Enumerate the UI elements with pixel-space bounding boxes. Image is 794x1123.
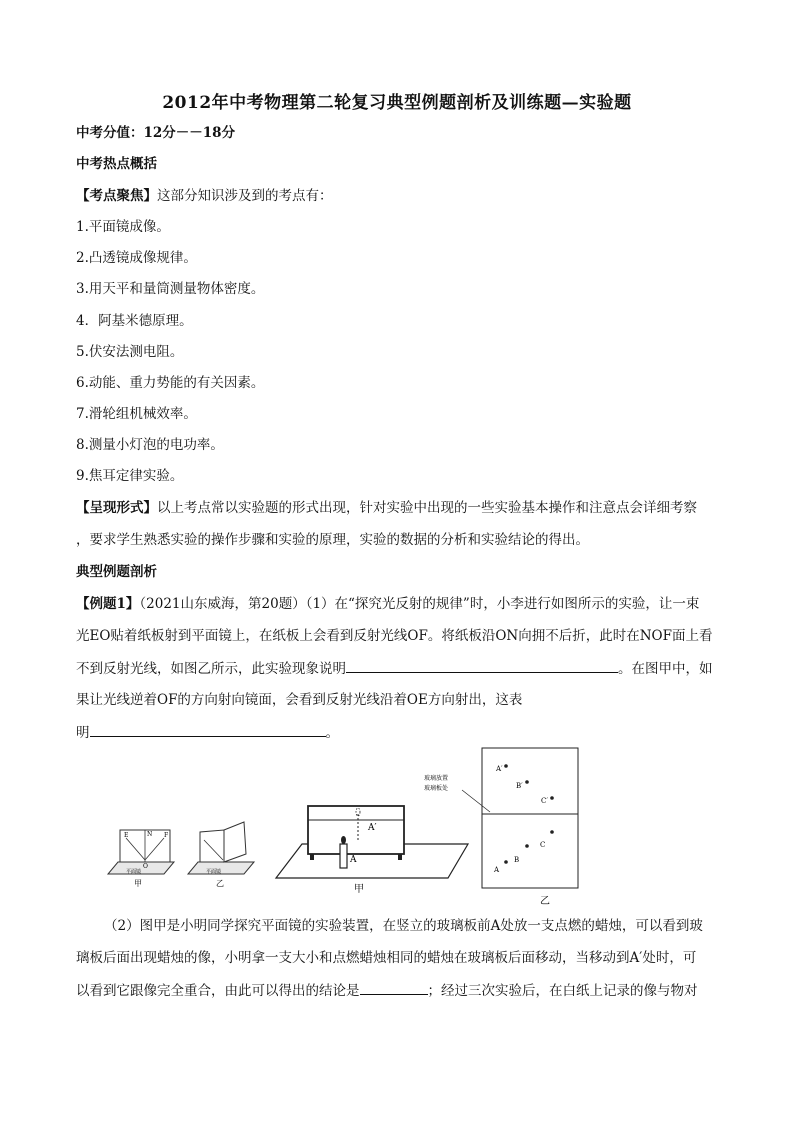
- part2-line-1: （2）图甲是小明同学探究平面镜的实验装置，在竖立的玻璃板前A处放一支点燃的蜡烛，可以看到玻: [104, 918, 703, 934]
- part2-line-2: 璃板后面出现蜡烛的像，小明拿一支大小和点燃蜡烛相同的蜡烛在玻璃板后面移动，当移动到A′处时，可: [76, 950, 697, 966]
- fig3-point-c-prime: [550, 796, 554, 800]
- focus-text: 这部分知识涉及到的考点有：: [157, 188, 333, 204]
- point-1: 1.平面镜成像。: [76, 219, 170, 235]
- answer-blank-1[interactable]: [346, 658, 618, 673]
- fig3-label-b-prime: B′: [516, 782, 523, 790]
- fig3-point-c: [550, 830, 554, 834]
- point-8: 8.测量小灯泡的电功率。: [76, 437, 224, 453]
- example1-line-3: [76, 658, 713, 679]
- example1-line-4: 果让光线逆着OF的方向射向镜面，会看到反射光线沿着OE方向射出，这表: [76, 692, 523, 708]
- fig1-mirror-jia: 平面镜: [126, 869, 142, 875]
- example1-line-2: 光EO贴着纸板射到平面镜上，在纸板上会看到反射光线OF。将纸板沿ON向拥不后折，此时在NOF面上看: [76, 628, 713, 644]
- fig3-point-a-prime: [504, 764, 508, 768]
- example1-text-3b: 。在图甲中，如: [618, 661, 713, 677]
- form-line-1: [76, 498, 697, 518]
- reflection-figure: [104, 800, 264, 890]
- point-2: 2.凸透镜成像规律。: [76, 250, 197, 266]
- point-9: 9.焦耳定律实验。: [76, 468, 184, 484]
- answer-blank-3[interactable]: [360, 980, 428, 995]
- part2-text-3b: ；经过三次实验后，在白纸上记录的像与物对: [427, 983, 698, 999]
- example1-line-1: [76, 594, 699, 614]
- fig3-label-c-prime: C′: [541, 797, 548, 805]
- fig3-label-a-prime: A′: [496, 765, 503, 773]
- form-label: 【呈现形式】: [76, 500, 157, 516]
- form-line-2: ，要求学生熟悉实验的操作步骤和实验的原理，实验的数据的分析和实验结论的得出。: [76, 532, 589, 548]
- fig1-f-mark: F: [164, 832, 169, 839]
- fig3-note-1: 玻璃放置: [424, 775, 449, 782]
- fig3-label-b: B: [514, 856, 520, 864]
- example1-text-5b: 。: [325, 725, 339, 741]
- fig1-e-mark: E: [124, 832, 129, 839]
- focus-label: 【考点聚焦】: [76, 188, 157, 204]
- point-6: 6.动能、重力势能的有关因素。: [76, 375, 265, 391]
- fig3-note-2: 玻璃板处: [424, 785, 449, 792]
- fig2-a-prime: A′: [368, 823, 377, 833]
- example1-text-3a: 不到反射光线，如图乙所示，此实验现象说明: [76, 661, 346, 677]
- focus-line: [76, 186, 333, 206]
- fig3-point-a: [504, 860, 508, 864]
- fig1-label-jia: 甲: [134, 879, 142, 888]
- fig3-label: 乙: [540, 896, 550, 907]
- hot-heading: 中考热点概括: [76, 156, 157, 172]
- fig3-point-b: [525, 844, 529, 848]
- point-4: 4．阿基米德原理。: [76, 313, 193, 329]
- fig1-label-yi: 乙: [216, 879, 224, 888]
- image-record-figure: [420, 744, 582, 910]
- fig1-mirror-yi: 平面镜: [206, 869, 222, 875]
- part2-text-3a: 以看到它跟像完全重合，由此可以得出的结论是: [76, 983, 360, 999]
- point-7: 7.滑轮组机械效率。: [76, 406, 197, 422]
- example1-text-1: （2021山东威海，第20题）（1）在“探究光反射的规律”时，小李进行如图所示的实验，让一束: [139, 596, 700, 612]
- example1-label: 【例题1】: [76, 596, 140, 612]
- fig1-n-mark: N: [147, 831, 153, 838]
- page-title: 2012年中考物理第二轮复习典型例题剖析及训练题—实验题: [162, 93, 632, 113]
- form-text-1: 以上考点常以实验题的形式出现，针对实验中出现的一些实验基本操作和注意点会详细考察: [157, 500, 697, 516]
- point-5: 5.伏安法测电阻。: [76, 344, 184, 360]
- example-heading: 典型例题剖析: [76, 564, 157, 580]
- part2-line-3: [76, 980, 698, 1001]
- fig2-a: A: [350, 855, 357, 865]
- example1-line-5: [76, 722, 339, 743]
- point-3: 3.用天平和量筒测量物体密度。: [76, 281, 265, 297]
- fig3-label-a: A: [494, 866, 500, 874]
- fig1-o-mark: O: [143, 863, 148, 870]
- fig3-point-b-prime: [525, 780, 529, 784]
- answer-blank-2[interactable]: [90, 722, 326, 737]
- fig2-label: 甲: [354, 884, 364, 895]
- example1-text-5a: 明: [76, 725, 90, 741]
- score-line: 中考分值：12分－－18分: [76, 125, 236, 141]
- fig3-label-c: C: [540, 841, 546, 849]
